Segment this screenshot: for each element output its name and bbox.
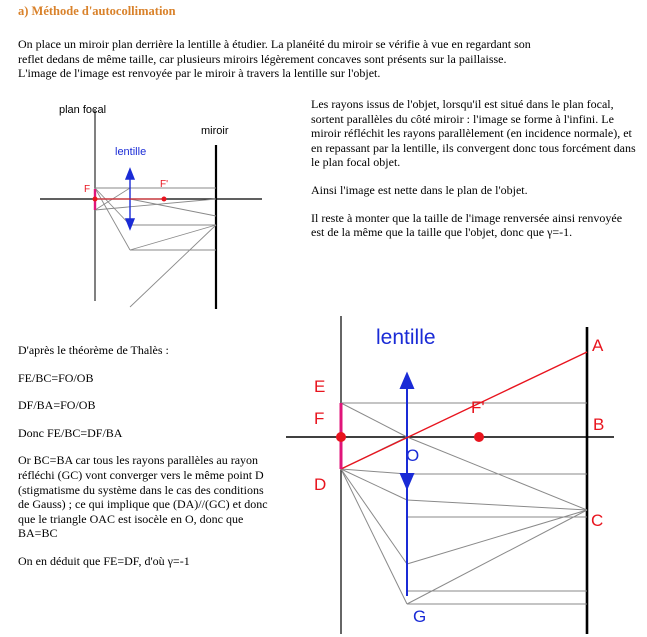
- label-E: E: [314, 377, 326, 396]
- label-lentille-large: lentille: [376, 326, 436, 349]
- thales-eq3: Donc FE/BC=DF/BA: [18, 425, 123, 440]
- construction-rays-large: [341, 403, 587, 604]
- section-heading: a) Méthode d'autocollimation: [18, 4, 176, 18]
- label-A: A: [592, 336, 604, 355]
- label-G: G: [413, 607, 427, 626]
- construction-rays: [95, 188, 216, 307]
- autocollimation-diagram-large: [280, 312, 647, 637]
- thales-eq1: FE/BC=FO/OB: [18, 370, 94, 385]
- intro-paragraph: [18, 37, 633, 81]
- label-plan-focal: plan focal: [59, 104, 107, 116]
- thales-intro: D'après le théorème de Thalès :: [18, 343, 169, 357]
- autocollimation-diagram-small: [0, 95, 300, 315]
- label-miroir: miroir: [201, 125, 229, 137]
- point-Fprime: [474, 432, 484, 442]
- label-Fprime: F': [160, 179, 169, 190]
- intro-line-2: reflet dedans de même taille, car plusieurs miroirs légèrement concaves sont présents sur la paillaisse.: [18, 51, 507, 66]
- explanation-p3: Il reste à monter que la taille de l'image renversée ainsi renvoyée est de la même que la taille que l'objet, donc que γ=-1.: [311, 210, 623, 240]
- label-F-large: F: [314, 409, 325, 428]
- label-lentille: lentille: [115, 146, 147, 158]
- thales-proof: [18, 343, 273, 582]
- intro-line-1: On place un miroir plan derrière la lentille à étudier. La planéité du miroir se vérifie à vue en regardant son: [18, 37, 531, 51]
- point-F: [336, 432, 346, 442]
- label-B: B: [593, 415, 605, 434]
- intro-line-3: L'image de l'image est renvoyée par le miroir à travers la lentille sur l'objet.: [18, 66, 381, 81]
- red-ray-DA: [341, 352, 587, 469]
- label-Fprime-large: F': [471, 398, 485, 417]
- thales-explanation: Or BC=BA car tous les rayons parallèles au rayon réfléchi (GC) vont converger vers le même point D (stigmatisme du système dans le cas des conditions de Gauss) ; ce qui implique que (DA)//(GC) et donc que le triangle OAC est isocèle en O, donc que BA=BC: [18, 453, 268, 541]
- explanation-p1: Les rayons issus de l'objet, lorsqu'il est situé dans le plan focal, sortent parallèles du côté miroir : l'image se forme à l'infini. Le miroir réfléchit les rayons parallèlement (en incidence normale), et en repassant par la lentille, ils convergent donc tous forcément dans le plan focal objet.: [311, 97, 636, 170]
- label-D: D: [314, 475, 327, 494]
- explanation-right: [311, 97, 637, 253]
- thales-eq2: DF/BA=FO/OB: [18, 398, 96, 413]
- label-C: C: [591, 511, 604, 530]
- explanation-p2: Ainsi l'image est nette dans le plan de l'objet.: [311, 182, 528, 197]
- thales-conclusion: On en déduit que FE=DF, d'où γ=-1: [18, 553, 190, 568]
- label-O: O: [406, 446, 420, 465]
- label-F: F: [84, 184, 91, 195]
